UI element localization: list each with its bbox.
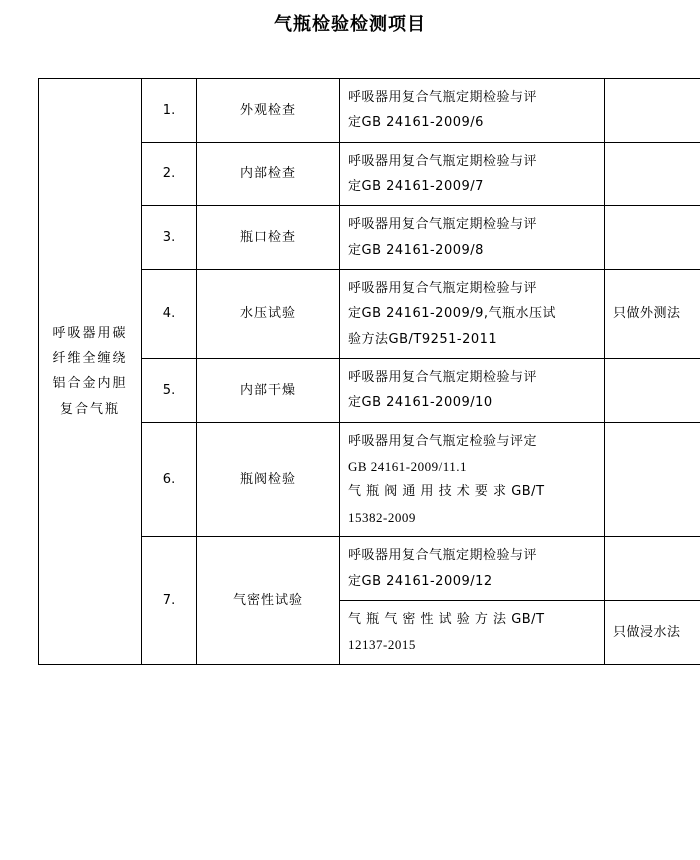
basis-line: 呼吸器用复合气瓶定检验与评定 xyxy=(348,429,596,454)
basis-line: 定GB 24161-2009/6 xyxy=(348,110,596,135)
row-number: 4. xyxy=(142,270,197,359)
basis-line: 验方法GB/T9251-2011 xyxy=(348,327,596,352)
row-number: 2. xyxy=(142,142,197,206)
row-number: 3. xyxy=(142,206,197,270)
basis-line: 呼吸器用复合气瓶定期检验与评 xyxy=(348,365,596,390)
basis-line: 呼吸器用复合气瓶定期检验与评 xyxy=(348,543,596,568)
inspection-note xyxy=(605,359,700,423)
inspection-basis xyxy=(340,142,605,206)
inspection-item: 瓶阀检验 xyxy=(197,422,340,536)
inspection-table xyxy=(38,78,700,665)
basis-line: 定GB 24161-2009/10 xyxy=(348,390,596,415)
product-name-cell: 呼吸器用碳纤维全缠绕铝合金内胆复合气瓶 xyxy=(39,79,142,665)
inspection-note xyxy=(605,422,700,536)
inspection-note xyxy=(605,537,700,601)
inspection-note-secondary: 只做浸水法 xyxy=(605,600,700,664)
inspection-basis xyxy=(340,537,605,601)
basis-line: 气 瓶 阀 通 用 技 术 要 求 GB/T xyxy=(348,479,596,504)
inspection-basis xyxy=(340,359,605,423)
basis-line: 呼吸器用复合气瓶定期检验与评 xyxy=(348,85,596,110)
document-page xyxy=(0,10,700,860)
row-number: 1. xyxy=(142,79,197,143)
row-number: 5. xyxy=(142,359,197,423)
inspection-note xyxy=(605,79,700,143)
table-row xyxy=(39,79,700,143)
inspection-item: 气密性试验 xyxy=(197,537,340,664)
basis-line: 气 瓶 气 密 性 试 验 方 法 GB/T xyxy=(348,607,596,632)
inspection-note xyxy=(605,206,700,270)
inspection-basis xyxy=(340,79,605,143)
inspection-item: 内部检查 xyxy=(197,142,340,206)
row-number: 6. xyxy=(142,422,197,536)
page-title: 气瓶检验检测项目 xyxy=(0,10,700,36)
inspection-item: 内部干燥 xyxy=(197,359,340,423)
inspection-basis xyxy=(340,270,605,359)
basis-line: 15382-2009 xyxy=(348,505,596,530)
basis-line: 呼吸器用复合气瓶定期检验与评 xyxy=(348,149,596,174)
inspection-basis-secondary xyxy=(340,600,605,664)
inspection-table-container xyxy=(38,78,670,665)
basis-line: 定GB 24161-2009/8 xyxy=(348,238,596,263)
basis-line: 定GB 24161-2009/12 xyxy=(348,569,596,594)
basis-line: 定GB 24161-2009/7 xyxy=(348,174,596,199)
basis-line: 呼吸器用复合气瓶定期检验与评 xyxy=(348,276,596,301)
inspection-note: 只做外测法 xyxy=(605,270,700,359)
basis-line: 呼吸器用复合气瓶定期检验与评 xyxy=(348,212,596,237)
inspection-item: 瓶口检查 xyxy=(197,206,340,270)
inspection-item: 外观检查 xyxy=(197,79,340,143)
inspection-basis xyxy=(340,206,605,270)
inspection-basis xyxy=(340,422,605,536)
inspection-note xyxy=(605,142,700,206)
row-number: 7. xyxy=(142,537,197,664)
basis-line: GB 24161-2009/11.1 xyxy=(348,454,596,479)
inspection-item: 水压试验 xyxy=(197,270,340,359)
basis-line: 12137-2015 xyxy=(348,632,596,657)
basis-line: 定GB 24161-2009/9,气瓶水压试 xyxy=(348,301,596,326)
